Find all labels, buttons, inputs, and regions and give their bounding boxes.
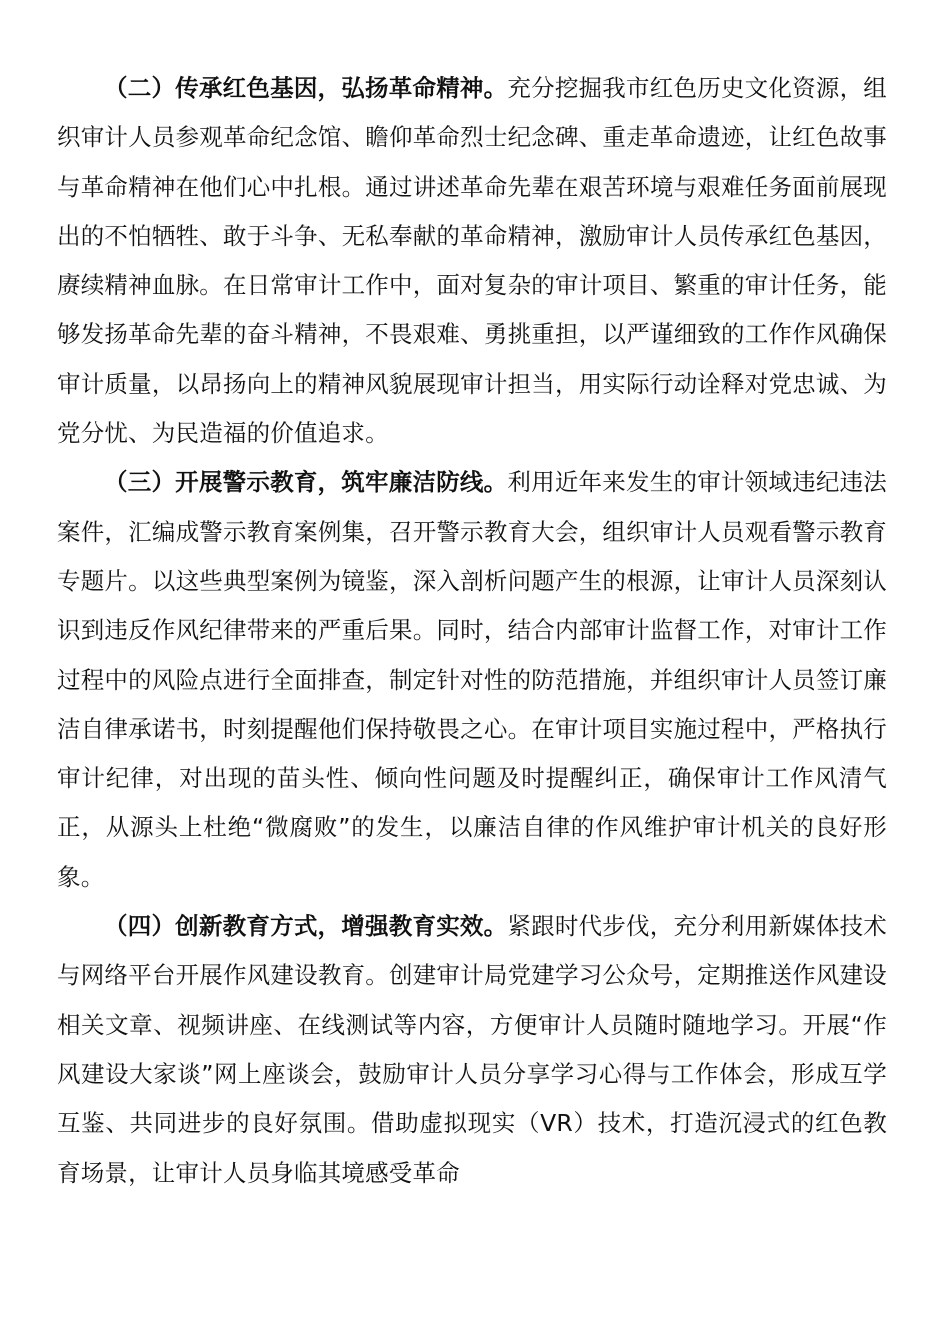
paragraph-section-2: [57, 64, 887, 458]
section-4-body: 紧跟时代步伐，充分利用新媒体技术与网络平台开展作风建设教育。创建审计局党建学习公众号，定期推送作风建设相关文章、视频讲座、在线测试等内容，方便审计人员随时随地学习。开展“作风建设大家谈”网上座谈会，鼓励审计人员分享学习心得与工作体会，形成互学互鉴、共同进步的良好氛围。借助虚拟现实（VR）技术，打造沉浸式的红色教育场景，让审计人员身临其境感受革命: [57, 912, 887, 1187]
paragraph-section-3: [57, 458, 887, 902]
section-3-body: 利用近年来发生的审计领域违纪违法案件，汇编成警示教育案例集，召开警示教育大会，组织审计人员观看警示教育专题片。以这些典型案例为镜鉴，深入剖析问题产生的根源，让审计人员深刻认识到违反作风纪律带来的严重后果。同时，结合内部审计监督工作，对审计工作过程中的风险点进行全面排查，制定针对性的防范措施，并组织审计人员签订廉洁自律承诺书，时刻提醒他们保持敬畏之心。在审计项目实施过程中，严格执行审计纪律，对出现的苗头性、倾向性问题及时提醒纠正，确保审计工作风清气正，从源头上杜绝“微腐败”的发生，以廉洁自律的作风维护审计机关的良好形象。: [57, 468, 887, 891]
paragraph-section-4: [57, 902, 887, 1198]
document-body: [57, 64, 887, 1198]
section-3-heading: （三）开展警示教育，筑牢廉洁防线。: [104, 468, 508, 497]
section-4-heading: （四）创新教育方式，增强教育实效。: [104, 912, 508, 941]
section-2-heading: （二）传承红色基因，弘扬革命精神。: [104, 74, 508, 102]
section-2-body: 充分挖掘我市红色历史文化资源，组织审计人员参观革命纪念馆、瞻仰革命烈士纪念碑、重走革命遗迹，让红色故事与革命精神在他们心中扎根。通过讲述革命先辈在艰苦环境与艰难任务面前展现出的不怕牺牲、敢于斗争、无私奉献的革命精神，激励审计人员传承红色基因，赓续精神血脉。在日常审计工作中，面对复杂的审计项目、繁重的审计任务，能够发扬革命先辈的奋斗精神，不畏艰难、勇挑重担，以严谨细致的工作作风确保审计质量，以昂扬向上的精神风貌展现审计担当，用实际行动诠释对党忠诚、为党分忧、为民造福的价值追求。: [57, 74, 887, 448]
